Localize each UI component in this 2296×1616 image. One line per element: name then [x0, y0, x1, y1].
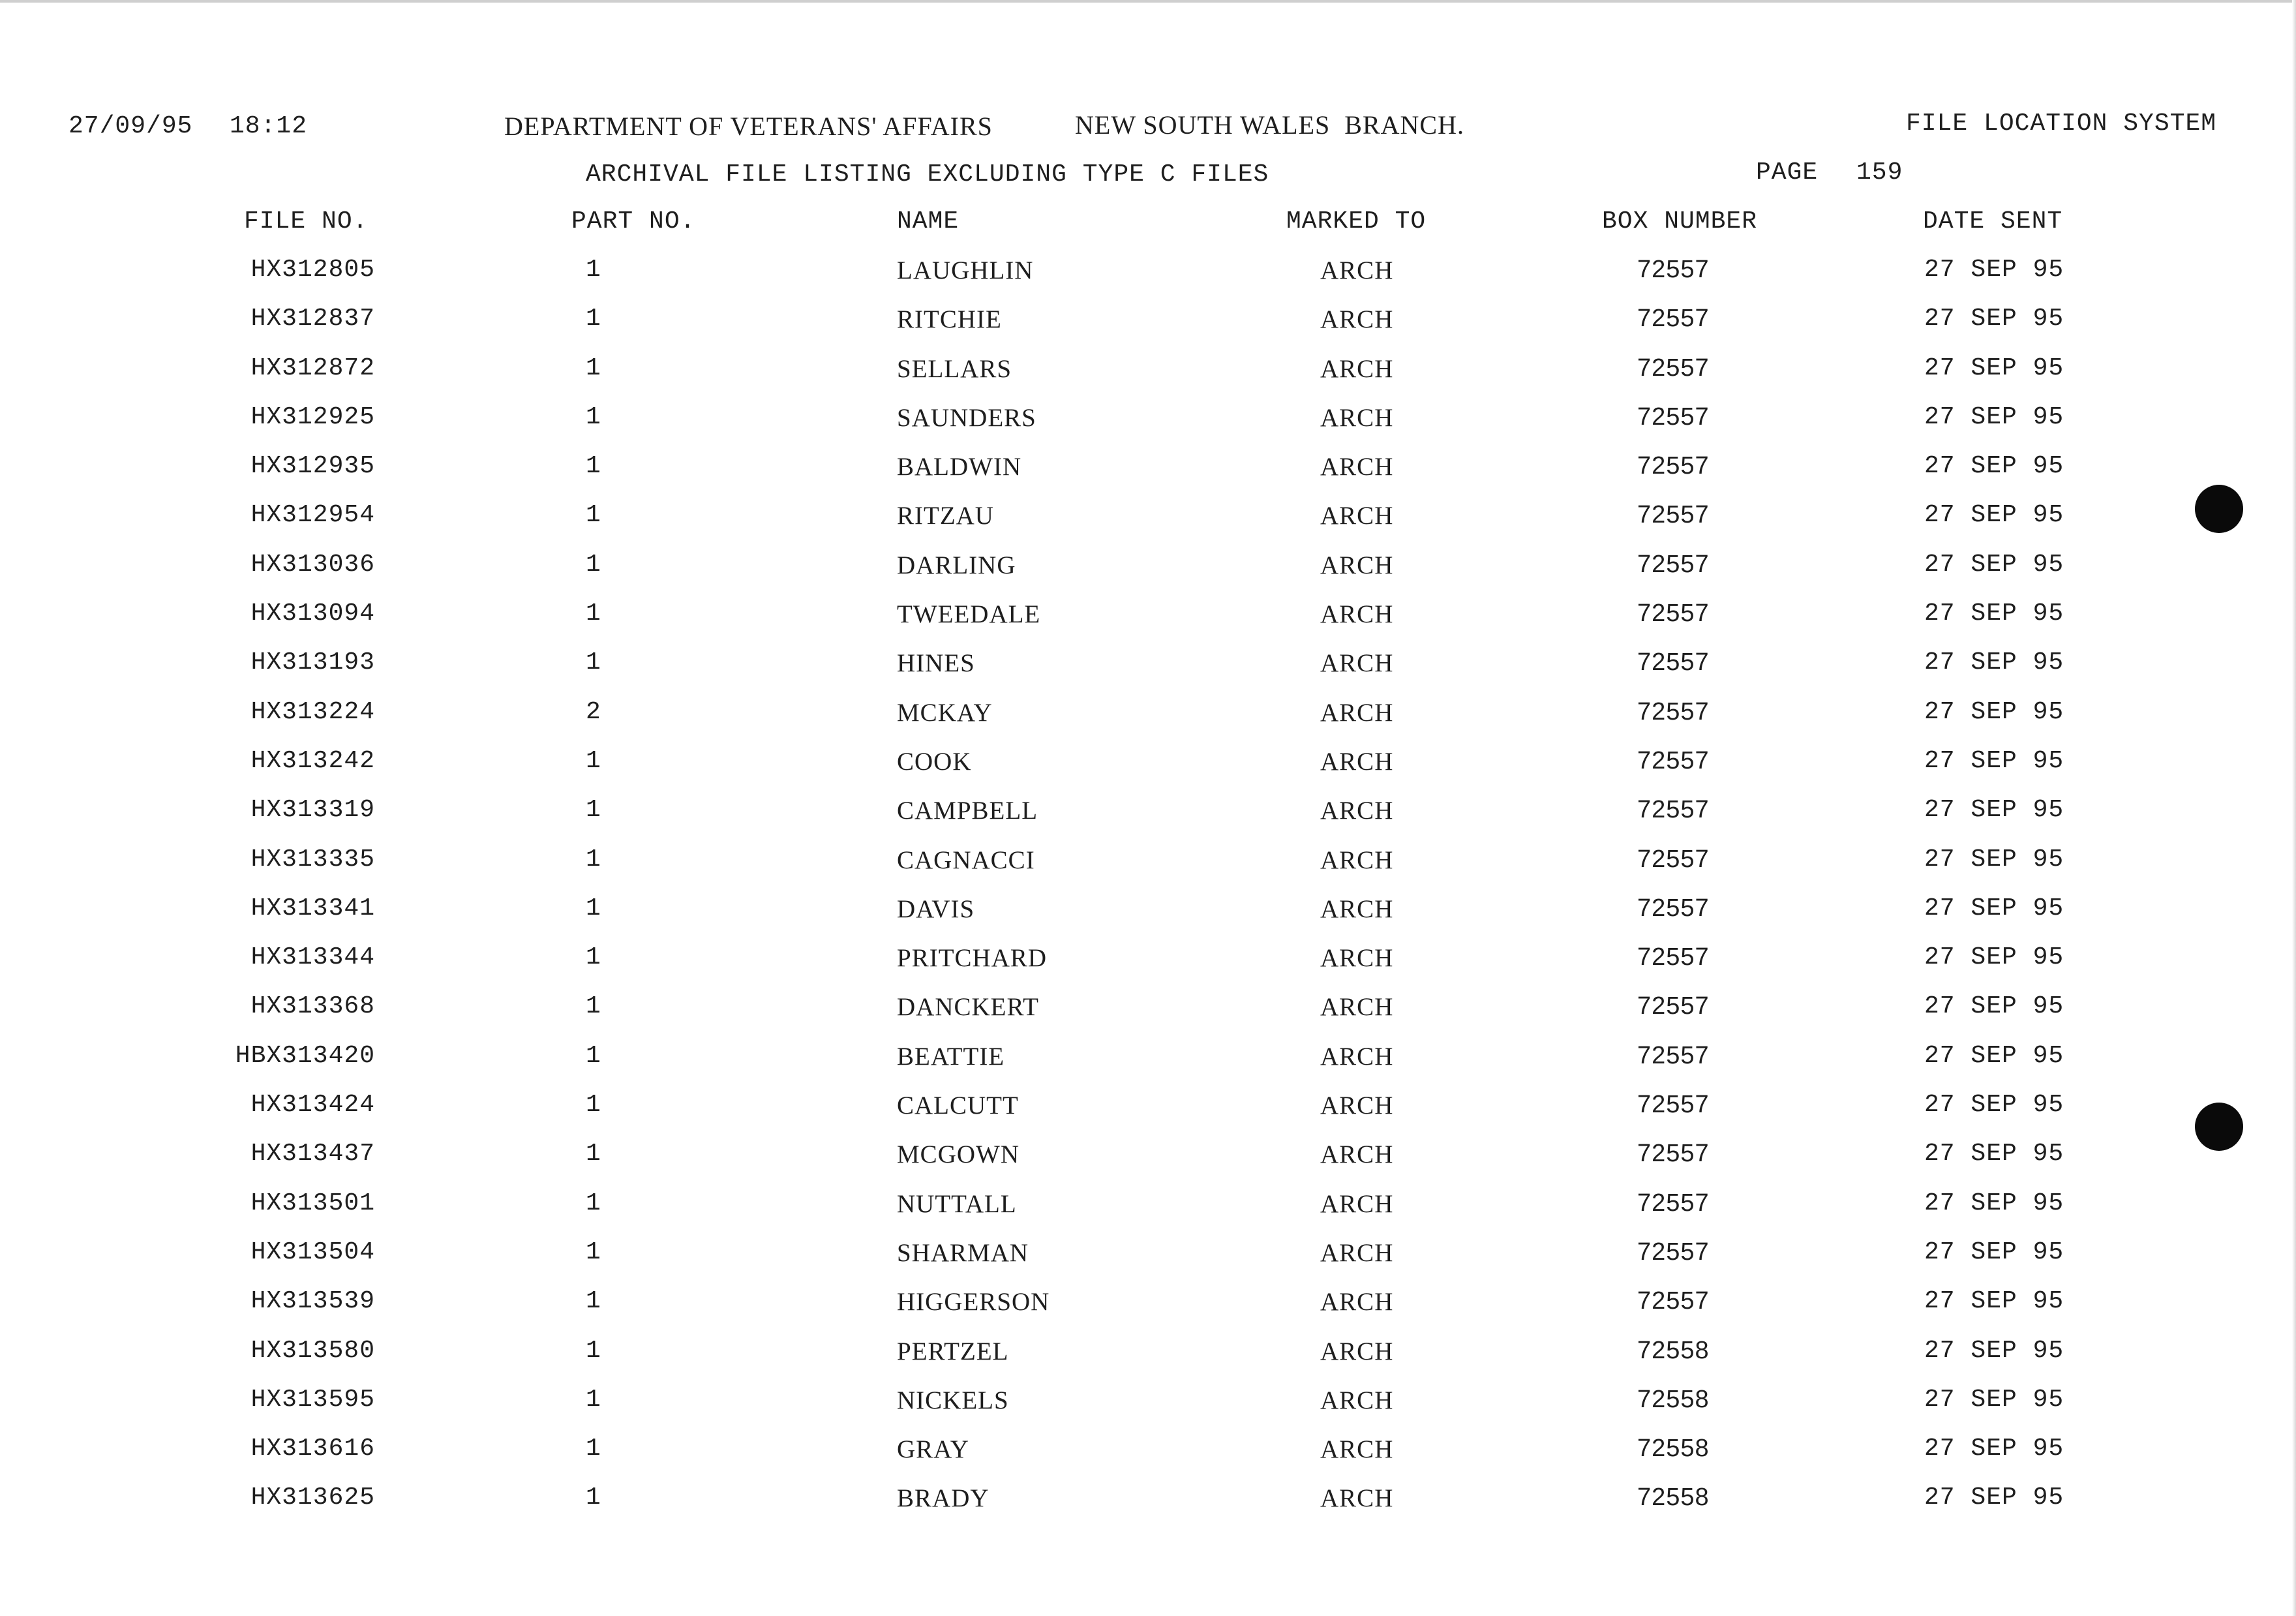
table-row [0, 305, 2296, 354]
file-no-cell: HX312935 [250, 452, 375, 481]
part-no-cell: 2 [586, 697, 601, 726]
box-number-cell: 72557 [1637, 1140, 1710, 1168]
box-number-cell: 72557 [1637, 697, 1710, 725]
name-cell: MCKAY [897, 698, 993, 727]
marked-to-cell: ARCH [1320, 551, 1394, 579]
file-no-cell: HBX313420 [235, 1041, 375, 1070]
part-no-cell: 1 [586, 452, 601, 481]
name-cell: CAGNACCI [897, 846, 1035, 874]
system-name: FILE LOCATION SYSTEM [1906, 110, 2217, 138]
box-number-cell: 72558 [1637, 1336, 1710, 1364]
date-sent-cell: 27 SEP 95 [1924, 796, 2064, 825]
name-cell: DARLING [897, 551, 1016, 579]
table-row [0, 698, 2296, 747]
name-cell: COOK [897, 747, 972, 776]
box-number-cell: 72557 [1637, 501, 1710, 529]
date-sent-cell: 27 SEP 95 [1924, 1189, 2064, 1217]
file-no-cell: HX313424 [250, 1091, 375, 1120]
file-no-cell: HX313539 [250, 1287, 375, 1316]
file-no-cell: HX313341 [250, 894, 375, 922]
file-no-cell: HX313625 [250, 1484, 375, 1512]
marked-to-cell: ARCH [1320, 698, 1394, 727]
part-no-cell: 1 [586, 600, 601, 628]
table-row [0, 747, 2296, 796]
name-cell: BRADY [897, 1484, 989, 1513]
box-number-cell: 72557 [1637, 600, 1710, 628]
table-row [0, 354, 2296, 403]
scan-top-edge [0, 0, 2296, 3]
box-number-cell: 72557 [1637, 550, 1710, 578]
date-sent-cell: 27 SEP 95 [1924, 305, 2064, 333]
box-number-cell: 72557 [1637, 894, 1710, 922]
date-sent-cell: 27 SEP 95 [1924, 1385, 2064, 1414]
box-number-cell: 72557 [1637, 452, 1710, 480]
date-sent-cell: 27 SEP 95 [1924, 845, 2064, 874]
box-number-cell: 72557 [1637, 256, 1710, 283]
table-row [0, 894, 2296, 943]
box-number-cell: 72558 [1637, 1484, 1710, 1512]
file-no-cell: HX313224 [250, 697, 375, 726]
part-no-cell: 1 [586, 403, 601, 431]
date-sent-cell: 27 SEP 95 [1924, 1435, 2064, 1463]
column-header-date-sent: DATE SENT [1923, 207, 2063, 236]
marked-to-cell: ARCH [1320, 502, 1394, 530]
part-no-cell: 1 [586, 796, 601, 825]
date-sent-cell: 27 SEP 95 [1924, 746, 2064, 775]
marked-to-cell: ARCH [1320, 354, 1394, 383]
box-number-cell: 72558 [1637, 1385, 1710, 1413]
marked-to-cell: ARCH [1320, 1238, 1394, 1267]
table-row [0, 403, 2296, 452]
date-sent-cell: 27 SEP 95 [1924, 1091, 2064, 1120]
date-sent-cell: 27 SEP 95 [1924, 943, 2064, 972]
file-no-cell: HX313501 [250, 1189, 375, 1217]
date-sent-cell: 27 SEP 95 [1924, 894, 2064, 922]
name-cell: SHARMAN [897, 1238, 1029, 1267]
table-row [0, 1091, 2296, 1140]
marked-to-cell: ARCH [1320, 846, 1394, 874]
department-name: DEPARTMENT OF VETERANS' AFFAIRS [504, 112, 993, 141]
marked-to-cell: ARCH [1320, 894, 1394, 923]
table-row [0, 501, 2296, 550]
part-no-cell: 1 [586, 550, 601, 579]
table-row [0, 796, 2296, 845]
box-number-cell: 72557 [1637, 648, 1710, 677]
date-sent-cell: 27 SEP 95 [1924, 1336, 2064, 1365]
box-number-cell: 72557 [1637, 403, 1710, 431]
name-cell: PERTZEL [897, 1337, 1009, 1365]
page-label: PAGE [1756, 159, 1819, 187]
date-sent-cell: 27 SEP 95 [1924, 403, 2064, 431]
listing-title: ARCHIVAL FILE LISTING EXCLUDING TYPE C FILES [586, 160, 1269, 189]
table-row [0, 1238, 2296, 1287]
date-sent-cell: 27 SEP 95 [1924, 550, 2064, 579]
name-cell: SELLARS [897, 354, 1012, 383]
date-sent-cell: 27 SEP 95 [1924, 648, 2064, 677]
file-no-cell: HX312872 [250, 354, 375, 382]
file-listing-table [0, 256, 2296, 1533]
part-no-cell: 1 [586, 256, 601, 284]
part-no-cell: 1 [586, 894, 601, 922]
marked-to-cell: ARCH [1320, 1337, 1394, 1365]
file-no-cell: HX312805 [250, 256, 375, 284]
file-no-cell: HX312954 [250, 501, 375, 530]
table-row [0, 1287, 2296, 1336]
file-no-cell: HX313242 [250, 746, 375, 775]
box-number-cell: 72557 [1637, 746, 1710, 774]
punch-hole-upper [2195, 485, 2243, 533]
name-cell: PRITCHARD [897, 944, 1048, 973]
punch-hole-lower [2195, 1103, 2243, 1151]
part-no-cell: 1 [586, 1435, 601, 1463]
box-number-cell: 72557 [1637, 305, 1710, 333]
name-cell: HINES [897, 649, 975, 678]
part-no-cell: 1 [586, 305, 601, 333]
marked-to-cell: ARCH [1320, 1189, 1394, 1218]
table-row [0, 1386, 2296, 1435]
file-no-cell: HX313319 [250, 796, 375, 825]
file-no-cell: HX313335 [250, 845, 375, 874]
report-time: 18:12 [230, 112, 308, 140]
file-no-cell: HX313437 [250, 1140, 375, 1168]
part-no-cell: 1 [586, 845, 601, 874]
name-cell: LAUGHLIN [897, 256, 1034, 284]
file-no-cell: HX313580 [250, 1336, 375, 1365]
box-number-cell: 72557 [1637, 992, 1710, 1020]
marked-to-cell: ARCH [1320, 1288, 1394, 1317]
part-no-cell: 1 [586, 1385, 601, 1414]
marked-to-cell: ARCH [1320, 453, 1394, 481]
part-no-cell: 1 [586, 501, 601, 530]
date-sent-cell: 27 SEP 95 [1924, 256, 2064, 284]
name-cell: DAVIS [897, 894, 975, 923]
part-no-cell: 1 [586, 1140, 601, 1168]
table-row [0, 943, 2296, 992]
date-sent-cell: 27 SEP 95 [1924, 1238, 2064, 1266]
name-cell: RITCHIE [897, 305, 1002, 334]
name-cell: TWEEDALE [897, 600, 1041, 629]
table-row [0, 1337, 2296, 1386]
column-header-part-no: PART NO. [571, 207, 696, 236]
branch-name: NEW SOUTH WALES BRANCH. [1075, 110, 1464, 140]
marked-to-cell: ARCH [1320, 305, 1394, 334]
box-number-cell: 72557 [1637, 943, 1710, 971]
column-header-box-number: BOX NUMBER [1602, 207, 1758, 236]
marked-to-cell: ARCH [1320, 403, 1394, 432]
date-sent-cell: 27 SEP 95 [1924, 992, 2064, 1021]
part-no-cell: 1 [586, 1287, 601, 1316]
page-number: 159 [1856, 159, 1903, 187]
date-sent-cell: 27 SEP 95 [1924, 600, 2064, 628]
table-row [0, 846, 2296, 894]
name-cell: DANCKERT [897, 993, 1039, 1022]
file-no-cell: HX313094 [250, 600, 375, 628]
table-row [0, 1042, 2296, 1091]
part-no-cell: 1 [586, 1336, 601, 1365]
report-date: 27/09/95 [68, 112, 193, 140]
marked-to-cell: ARCH [1320, 1484, 1394, 1513]
date-sent-cell: 27 SEP 95 [1924, 1287, 2064, 1316]
file-no-cell: HX313504 [250, 1238, 375, 1266]
file-no-cell: HX313036 [250, 550, 375, 579]
marked-to-cell: ARCH [1320, 944, 1394, 973]
box-number-cell: 72557 [1637, 1287, 1710, 1315]
name-cell: CAMPBELL [897, 797, 1038, 825]
table-row [0, 551, 2296, 600]
table-row [0, 600, 2296, 648]
table-row [0, 452, 2296, 501]
box-number-cell: 72558 [1637, 1435, 1710, 1463]
file-no-cell: HX313595 [250, 1385, 375, 1414]
box-number-cell: 72557 [1637, 845, 1710, 873]
date-sent-cell: 27 SEP 95 [1924, 1041, 2064, 1070]
marked-to-cell: ARCH [1320, 993, 1394, 1022]
table-row [0, 256, 2296, 305]
box-number-cell: 72557 [1637, 796, 1710, 824]
table-row [0, 1140, 2296, 1189]
name-cell: RITZAU [897, 502, 994, 530]
table-row [0, 992, 2296, 1041]
table-row [0, 1484, 2296, 1532]
box-number-cell: 72557 [1637, 1091, 1710, 1119]
table-row [0, 1189, 2296, 1238]
marked-to-cell: ARCH [1320, 649, 1394, 678]
column-header-name: NAME [897, 207, 959, 236]
date-sent-cell: 27 SEP 95 [1924, 697, 2064, 726]
box-number-cell: 72557 [1637, 354, 1710, 382]
name-cell: GRAY [897, 1435, 969, 1464]
part-no-cell: 1 [586, 354, 601, 382]
marked-to-cell: ARCH [1320, 256, 1394, 284]
marked-to-cell: ARCH [1320, 1386, 1394, 1414]
file-no-cell: HX313616 [250, 1435, 375, 1463]
name-cell: NUTTALL [897, 1189, 1017, 1218]
part-no-cell: 1 [586, 1484, 601, 1512]
file-no-cell: HX313344 [250, 943, 375, 972]
date-sent-cell: 27 SEP 95 [1924, 354, 2064, 382]
date-sent-cell: 27 SEP 95 [1924, 452, 2064, 481]
part-no-cell: 1 [586, 992, 601, 1021]
box-number-cell: 72557 [1637, 1189, 1710, 1217]
marked-to-cell: ARCH [1320, 1435, 1394, 1464]
name-cell: SAUNDERS [897, 403, 1036, 432]
column-header-file-no: FILE NO. [244, 207, 369, 236]
file-no-cell: HX312925 [250, 403, 375, 431]
marked-to-cell: ARCH [1320, 1042, 1394, 1071]
part-no-cell: 1 [586, 943, 601, 972]
name-cell: CALCUTT [897, 1091, 1019, 1120]
marked-to-cell: ARCH [1320, 600, 1394, 629]
table-row [0, 648, 2296, 697]
file-no-cell: HX313368 [250, 992, 375, 1021]
part-no-cell: 1 [586, 746, 601, 775]
name-cell: NICKELS [897, 1386, 1009, 1414]
part-no-cell: 1 [586, 1238, 601, 1266]
marked-to-cell: ARCH [1320, 747, 1394, 776]
box-number-cell: 72557 [1637, 1238, 1710, 1266]
date-sent-cell: 27 SEP 95 [1924, 1484, 2064, 1512]
name-cell: BALDWIN [897, 453, 1022, 481]
part-no-cell: 1 [586, 1091, 601, 1120]
part-no-cell: 1 [586, 1189, 601, 1217]
date-sent-cell: 27 SEP 95 [1924, 1140, 2064, 1168]
name-cell: MCGOWN [897, 1140, 1020, 1169]
part-no-cell: 1 [586, 1041, 601, 1070]
file-no-cell: HX313193 [250, 648, 375, 677]
date-sent-cell: 27 SEP 95 [1924, 501, 2064, 530]
part-no-cell: 1 [586, 648, 601, 677]
marked-to-cell: ARCH [1320, 1140, 1394, 1169]
column-header-marked-to: MARKED TO [1286, 207, 1427, 236]
box-number-cell: 72557 [1637, 1041, 1710, 1069]
table-row [0, 1435, 2296, 1484]
name-cell: HIGGERSON [897, 1288, 1050, 1317]
file-no-cell: HX312837 [250, 305, 375, 333]
name-cell: BEATTIE [897, 1042, 1005, 1071]
marked-to-cell: ARCH [1320, 1091, 1394, 1120]
marked-to-cell: ARCH [1320, 797, 1394, 825]
